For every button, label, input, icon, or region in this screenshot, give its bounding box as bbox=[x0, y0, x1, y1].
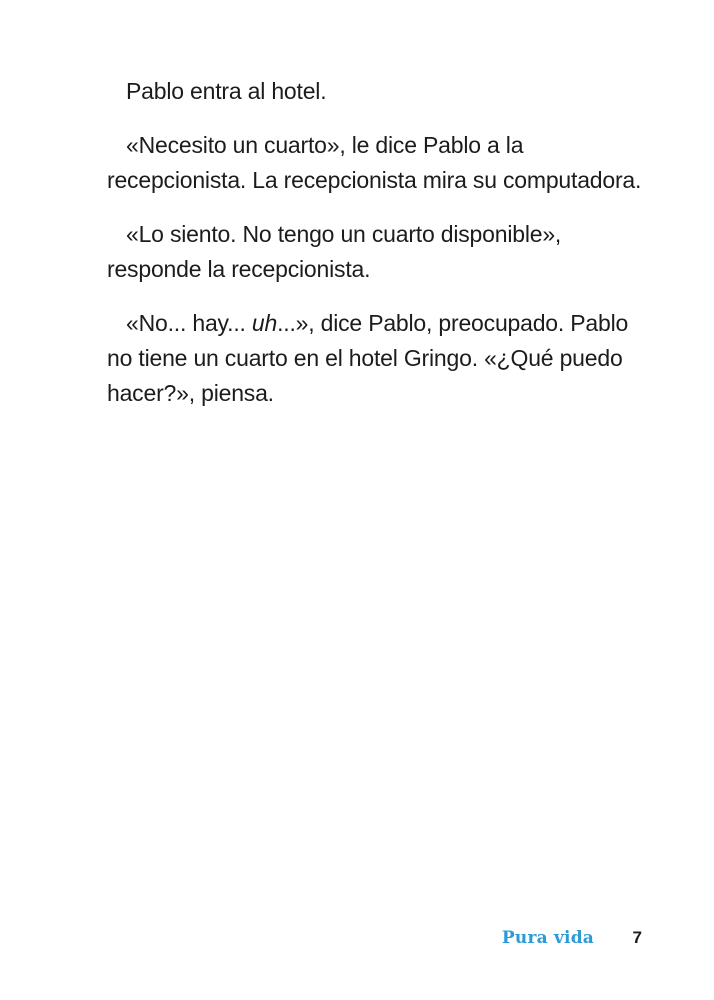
paragraph-4-italic: uh bbox=[251, 310, 278, 336]
paragraph-4-end: ...», dice Pablo, preocupado. Pablo no tiene un cuarto en el hotel Gringo. «¿Qué puedo hacer?», piensa. bbox=[107, 310, 629, 406]
paragraph-4-start: «No... hay... bbox=[126, 310, 252, 336]
page-number: 7 bbox=[632, 928, 642, 947]
paragraph-2: «Necesito un cuarto», le dice Pablo a la recepcionista. La recepcionista mira su computadora. bbox=[107, 132, 642, 193]
page-body bbox=[107, 74, 647, 430]
paragraph-3: «Lo siento. No tengo un cuarto disponible», responde la recepcionista. bbox=[107, 221, 562, 282]
footer-book-title: Pura vida bbox=[501, 928, 594, 948]
paragraph-4 bbox=[107, 306, 647, 411]
paragraph-1: Pablo entra al hotel. bbox=[126, 78, 327, 104]
